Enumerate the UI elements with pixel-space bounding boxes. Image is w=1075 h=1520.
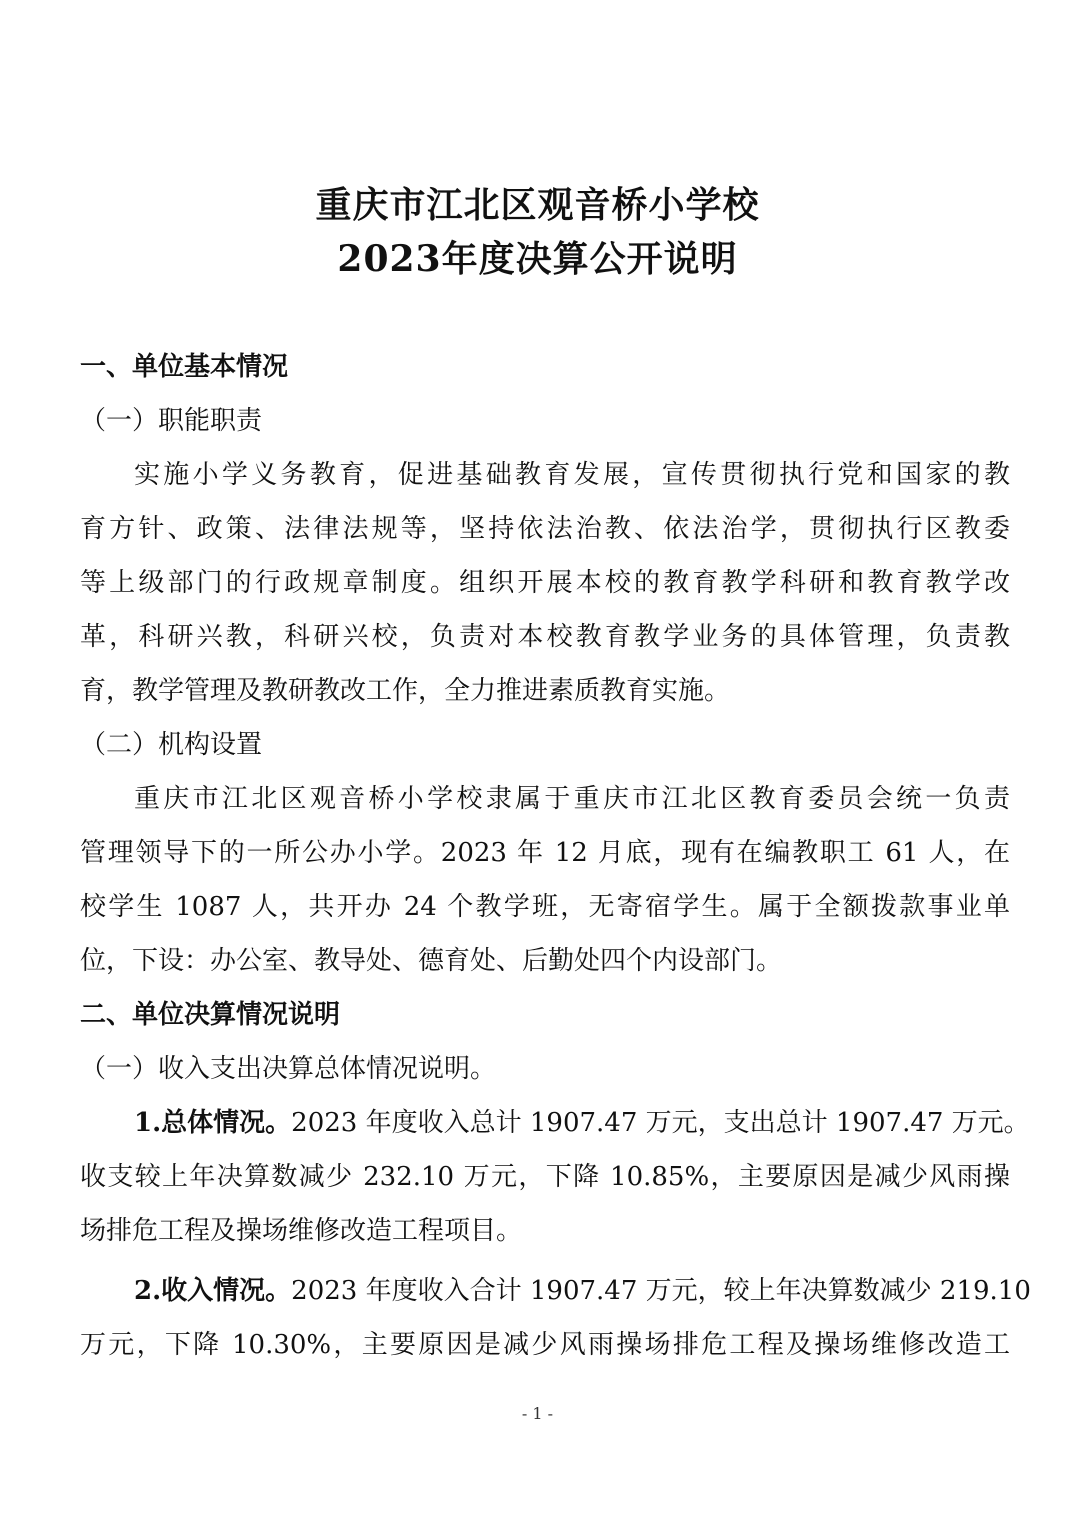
paragraph-text: 2023 年度收入合计 1907.47 万元，较上年决算数减少 219.10: [291, 1276, 1031, 1306]
paragraph-line: 收支较上年决算数减少 232.10 万元，下降 10.85%，主要原因是减少风雨操: [80, 1162, 1010, 1192]
paragraph-line: 场排危工程及操场维修改造工程项目。: [80, 1216, 523, 1246]
paragraph-text: 2023 年度收入总计 1907.47 万元，支出总计 1907.47 万元。: [291, 1108, 1030, 1138]
paragraph-line: 重庆市江北区观音桥小学校隶属于重庆市江北区教育委员会统一负责: [134, 784, 1010, 814]
paragraph-line: 育，教学管理及教研教改工作，全力推进素质教育实施。: [80, 676, 731, 706]
paragraph-line: [80, 1264, 1031, 1318]
subsection-heading-overview: （一）收入支出决算总体情况说明。: [80, 1054, 497, 1084]
paragraph-line: 实施小学义务教育，促进基础教育发展，宣传贯彻执行党和国家的教: [134, 460, 1010, 490]
paragraph-line: 育方针、政策、法律法规等，坚持依法治教、依法治学，贯彻执行区教委: [80, 514, 1010, 544]
paragraph-line: 管理领导下的一所公办小学。2023 年 12 月底，现有在编教职工 61 人，在: [80, 838, 1010, 868]
subsection-heading-duties: （一）职能职责: [80, 406, 263, 436]
paragraph-line: 革，科研兴教，科研兴校，负责对本校教育教学业务的具体管理，负责教: [80, 622, 1010, 652]
document-title-line1: 重庆市江北区观音桥小学校: [315, 184, 760, 226]
page-number: - 1 -: [521, 1404, 554, 1423]
paragraph-lead-label: 1.总体情况。: [134, 1108, 292, 1138]
document-body: [80, 340, 1031, 1372]
paragraph-lead-label: 2.收入情况。: [134, 1276, 292, 1306]
section-heading-1: 一、单位基本情况: [80, 352, 289, 382]
document-title-line2: 2023年度决算公开说明: [337, 238, 738, 280]
paragraph-line: [80, 1096, 1030, 1150]
paragraph-line: 等上级部门的行政规章制度。组织开展本校的教育教学科研和教育教学改: [80, 568, 1010, 598]
paragraph-line: 万元，下降 10.30%，主要原因是减少风雨操场排危工程及操场维修改造工: [80, 1330, 1010, 1360]
paragraph-line: 校学生 1087 人，共开办 24 个教学班，无寄宿学生。属于全额拨款事业单: [80, 892, 1010, 922]
subsection-heading-structure: （二）机构设置: [80, 730, 263, 760]
section-heading-2: 二、单位决算情况说明: [80, 1000, 341, 1030]
paragraph-line: 位，下设：办公室、教导处、德育处、后勤处四个内设部门。: [80, 946, 783, 976]
